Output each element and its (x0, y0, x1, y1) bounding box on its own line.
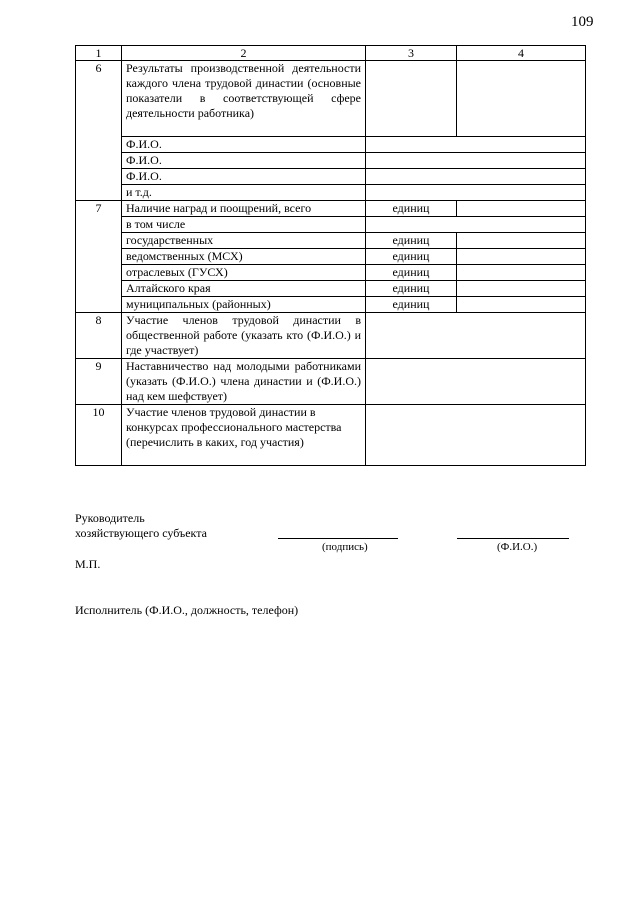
award-label: отраслевых (ГУСХ) (122, 265, 366, 281)
value-cell[interactable] (366, 217, 586, 233)
value-cell[interactable] (366, 185, 586, 201)
table-row (76, 281, 586, 297)
table-row (76, 185, 586, 201)
row-number: 6 (76, 61, 122, 201)
name-caption: (Ф.И.О.) (497, 541, 538, 553)
value-cell[interactable] (457, 61, 586, 137)
value-cell[interactable] (457, 265, 586, 281)
row-description: Наставничество над молодыми работниками (указать (Ф.И.О.) члена династии и (Ф.И.О.) над кем шефствует) (122, 359, 366, 405)
unit-cell: единиц (366, 233, 457, 249)
unit-cell: единиц (366, 249, 457, 265)
unit-cell: единиц (366, 297, 457, 313)
row-description: Участие членов трудовой династии в конкурсах профессионального мастерства (перечислить в каких, год участия) (122, 405, 366, 466)
table-row (76, 169, 586, 185)
unit-cell: единиц (366, 265, 457, 281)
value-cell[interactable] (366, 313, 586, 359)
value-cell[interactable] (366, 405, 586, 466)
unit-cell: единиц (366, 281, 457, 297)
table-row (76, 249, 586, 265)
value-cell[interactable] (366, 153, 586, 169)
value-cell[interactable] (366, 61, 457, 137)
row-number: 9 (76, 359, 122, 405)
award-label: ведомственных (МСХ) (122, 249, 366, 265)
table-row (76, 201, 586, 217)
column-header-3: 3 (366, 46, 457, 61)
unit-cell: единиц (366, 201, 457, 217)
value-cell[interactable] (457, 201, 586, 217)
table-row (76, 405, 586, 466)
row-number: 7 (76, 201, 122, 313)
award-label: муниципальных (районных) (122, 297, 366, 313)
table-row (76, 359, 586, 405)
row-number: 10 (76, 405, 122, 466)
row-description: Участие членов трудовой династии в общественной работе (указать кто (Ф.И.О.) и где участвует) (122, 313, 366, 359)
award-label: в том числе (122, 217, 366, 233)
value-cell[interactable] (366, 359, 586, 405)
value-cell[interactable] (366, 169, 586, 185)
value-cell[interactable] (457, 281, 586, 297)
header-row (76, 46, 586, 61)
value-cell[interactable] (457, 233, 586, 249)
table-row (76, 153, 586, 169)
page-number: 109 (571, 14, 594, 30)
table-row (76, 217, 586, 233)
fio-label: Ф.И.О. (122, 169, 366, 185)
name-line[interactable] (457, 538, 569, 539)
award-label: Наличие наград и поощрений, всего (122, 201, 366, 217)
column-header-4: 4 (457, 46, 586, 61)
fio-label: Ф.И.О. (122, 137, 366, 153)
table-row (76, 233, 586, 249)
row-description: Результаты производственной деятельности каждого члена трудовой династии (основные показатели в соответствующей сфере деятельности работника) (122, 61, 366, 137)
table-row (76, 61, 586, 137)
table-row (76, 313, 586, 359)
stamp-place: М.П. (75, 557, 101, 571)
award-label: государственных (122, 233, 366, 249)
row-number: 8 (76, 313, 122, 359)
table-row (76, 297, 586, 313)
value-cell[interactable] (366, 137, 586, 153)
column-header-2: 2 (122, 46, 366, 61)
fio-label: Ф.И.О. (122, 153, 366, 169)
value-cell[interactable] (457, 249, 586, 265)
executor-line: Исполнитель (Ф.И.О., должность, телефон) (75, 603, 299, 617)
signature-caption: (подпись) (322, 541, 368, 553)
table-row (76, 137, 586, 153)
column-header-1: 1 (76, 46, 122, 61)
value-cell[interactable] (457, 297, 586, 313)
award-label: Алтайского края (122, 281, 366, 297)
head-subtitle: хозяйствующего субъекта (75, 526, 207, 540)
head-title: Руководитель (75, 511, 145, 525)
signature-line[interactable] (278, 538, 398, 539)
form-table (75, 45, 586, 466)
table-row (76, 265, 586, 281)
fio-label: и т.д. (122, 185, 366, 201)
